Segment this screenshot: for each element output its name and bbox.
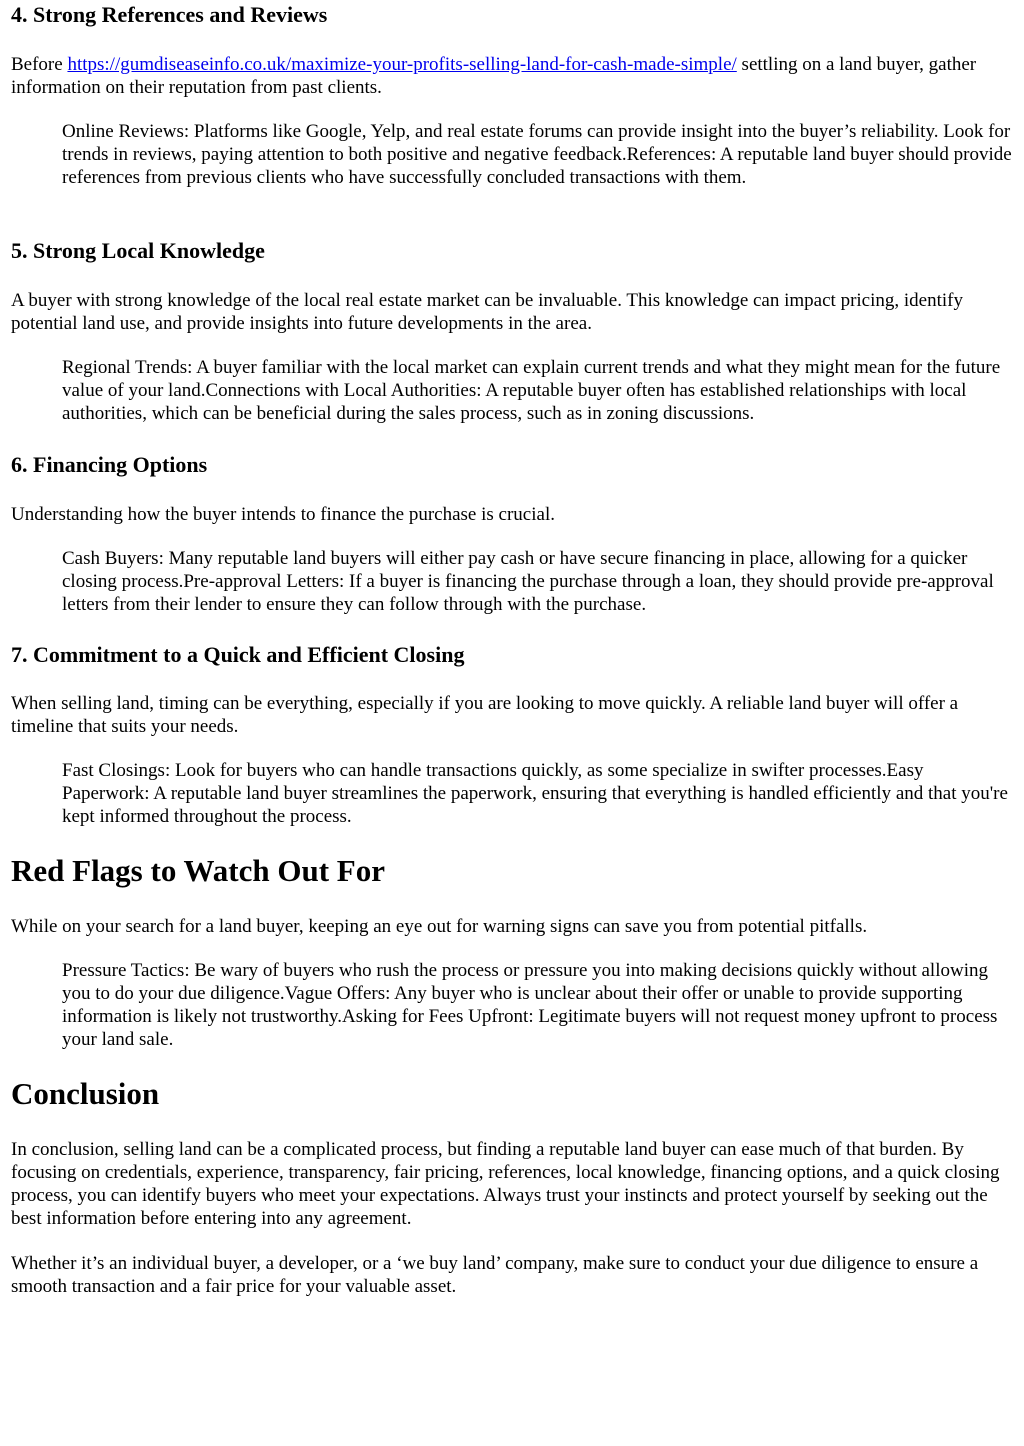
article-link[interactable]: https://gumdiseaseinfo.co.uk/maximize-your-profits-selling-land-for-cash-made-simple/ (67, 54, 737, 75)
section-intro-local-knowledge: A buyer with strong knowledge of the local real estate market can be invaluable. This knowledge can impact pricing, identify potential land use, and provide insights into future developments in the area. (11, 290, 963, 334)
section-heading-references-reviews: 4. Strong References and Reviews (11, 2, 328, 27)
intro-text-before-link: Before (11, 54, 68, 75)
section-detail-financing-options: Cash Buyers: Many reputable land buyers will either pay cash or have secure financing in place, allowing for a quicker closing process.Pre-approval Letters: If a buyer is financing the purchase through a loan, they should provide pre-approval letters from their lender to ensure they can follow through with the purchase. (62, 548, 994, 615)
section-detail-local-knowledge: Regional Trends: A buyer familiar with the local market can explain current trends and what they might mean for the future value of your land.Connections with Local Authorities: A reputable buyer often has established relationships with local authorities, which can be beneficial during the sales process, such as in zoning discussions. (62, 357, 1001, 424)
section-detail-references-reviews: Online Reviews: Platforms like Google, Yelp, and real estate forums can provide insight into the buyer’s reliability. Look for trends in reviews, paying attention to both positive and negative feedback.References: A reputable land buyer should provide references from previous clients who have successfully concluded transactions with them. (62, 121, 1012, 188)
section-heading-conclusion: Conclusion (11, 1076, 160, 1111)
section-intro-references-reviews (11, 53, 1012, 99)
section-heading-financing-options: 6. Financing Options (11, 452, 208, 477)
section-detail-quick-closing: Fast Closings: Look for buyers who can handle transactions quickly, as some specialize in swifter processes.Easy Paperwork: A reputable land buyer streamlines the paperwork, ensuring that everything is handled efficiently and that you're kept informed throughout the process. (62, 760, 1008, 827)
section-heading-red-flags: Red Flags to Watch Out For (11, 853, 385, 888)
section-detail-red-flags: Pressure Tactics: Be wary of buyers who rush the process or pressure you into making decisions quickly without allowing you to do your due diligence.Vague Offers: Any buyer who is unclear about their offer or unable to provide supporting information is likely not trustworthy.Asking for Fees Upfront: Legitimate buyers will not request money upfront to process your land sale. (62, 960, 998, 1050)
section-intro-financing-options: Understanding how the buyer intends to finance the purchase is crucial. (11, 504, 555, 525)
section-intro-red-flags: While on your search for a land buyer, keeping an eye out for warning signs can save you from potential pitfalls. (11, 916, 868, 937)
section-heading-local-knowledge: 5. Strong Local Knowledge (11, 238, 265, 263)
section-intro-quick-closing: When selling land, timing can be everything, especially if you are looking to move quickly. A reliable land buyer will offer a timeline that suits your needs. (11, 693, 959, 737)
conclusion-paragraph-2: Whether it’s an individual buyer, a developer, or a ‘we buy land’ company, make sure to conduct your due diligence to ensure a smooth transaction and a fair price for your valuable asset. (11, 1253, 979, 1297)
intro-text-after-link: settling on a land buyer, gather information on their reputation from past clients. (11, 54, 977, 98)
section-heading-quick-closing: 7. Commitment to a Quick and Efficient Closing (11, 642, 465, 667)
conclusion-paragraph-1: In conclusion, selling land can be a complicated process, but finding a reputable land buyer can ease much of that burden. By focusing on credentials, experience, transparency, fair pricing, references, local knowledge, financing options, and a quick closing process, you can identify buyers who meet your expectations. Always trust your instincts and protect yourself by seeking out the best information before entering into any agreement. (11, 1139, 1000, 1229)
